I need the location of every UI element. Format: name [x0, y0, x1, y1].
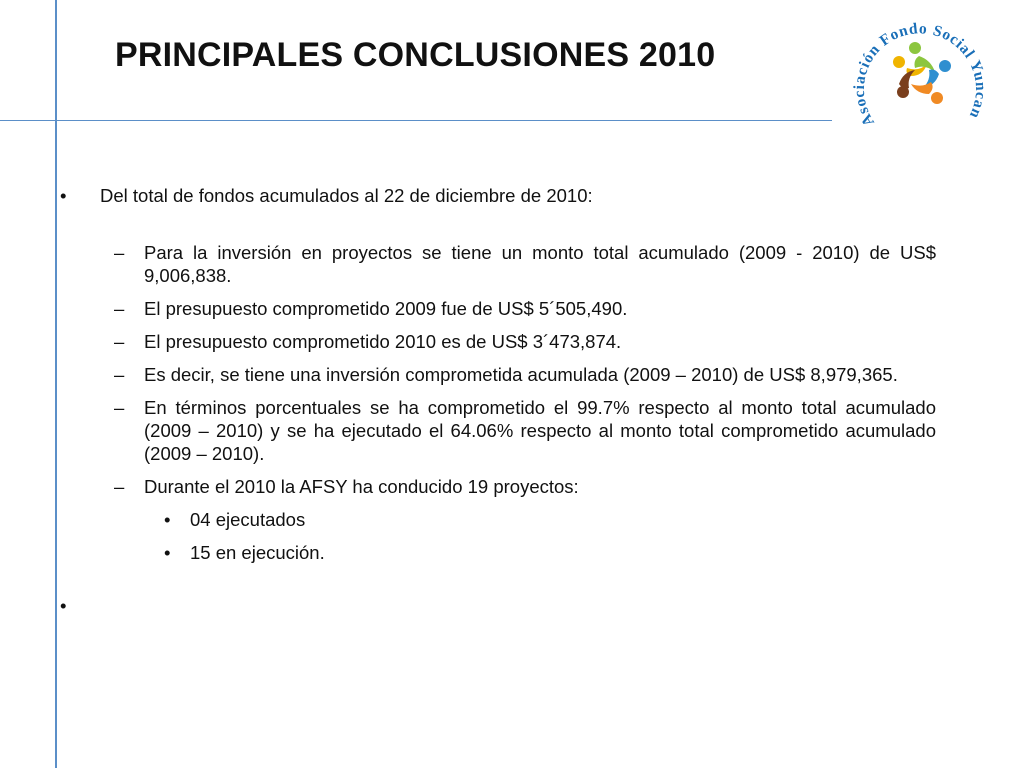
dash-mark: – [114, 331, 125, 352]
list-item-text: Durante el 2010 la AFSY ha conducido 19 proyectos: [144, 476, 579, 497]
list-item [60, 241, 936, 287]
title-underline [0, 120, 832, 121]
bullet-mark: • [60, 595, 67, 616]
dash-mark: – [114, 242, 125, 263]
slide-body [60, 184, 936, 617]
slide-title: PRINCIPALES CONCLUSIONES 2010 [115, 36, 716, 74]
intro-text: Del total de fondos acumulados al 22 de diciembre de 2010: [100, 185, 593, 206]
list-item-text: Para la inversión en proyectos se tiene un monto total acumulado (2009 - 2010) de US$ 9,006,838. [144, 242, 936, 286]
list-item [60, 330, 936, 353]
svg-text:Asociación Fondo Social Yuncan: Asociación Fondo Social Yuncan [850, 20, 990, 130]
asociacion-fondo-social-yuncan-logo [846, 6, 996, 142]
project-item [60, 508, 936, 531]
bullet-mark: • [164, 542, 171, 563]
list-item [60, 297, 936, 320]
list-item-text: Es decir, se tiene una inversión comprometida acumulada (2009 – 2010) de US$ 8,979,365. [144, 364, 898, 385]
dash-mark: – [114, 476, 125, 497]
vertical-accent-line [55, 0, 57, 768]
dash-mark: – [114, 397, 125, 418]
dash-mark: – [114, 298, 125, 319]
project-item [60, 541, 936, 564]
project-item-text: 04 ejecutados [190, 509, 306, 530]
intro-bullet [60, 184, 936, 207]
list-item [60, 475, 936, 498]
list-item-text: El presupuesto comprometido 2009 fue de US$ 5´505,490. [144, 298, 628, 319]
dash-mark: – [114, 364, 125, 385]
list-item [60, 363, 936, 386]
list-item-text: En términos porcentuales se ha comprometido el 99.7% respecto al monto total acumulado (2009 – 2010) y se ha ejecutado el 64.06% respecto al monto total comprometido acumulado (2009 – 2010). [144, 397, 936, 464]
bullet-mark: • [164, 509, 171, 530]
figure-green [909, 42, 935, 72]
bullet-mark: • [60, 185, 67, 206]
list-item [60, 396, 936, 465]
list-item-text: El presupuesto comprometido 2010 es de US$ 3´473,874. [144, 331, 622, 352]
figure-orange [911, 82, 943, 104]
empty-bullet [60, 594, 936, 617]
project-item-text: 15 en ejecución. [190, 542, 325, 563]
